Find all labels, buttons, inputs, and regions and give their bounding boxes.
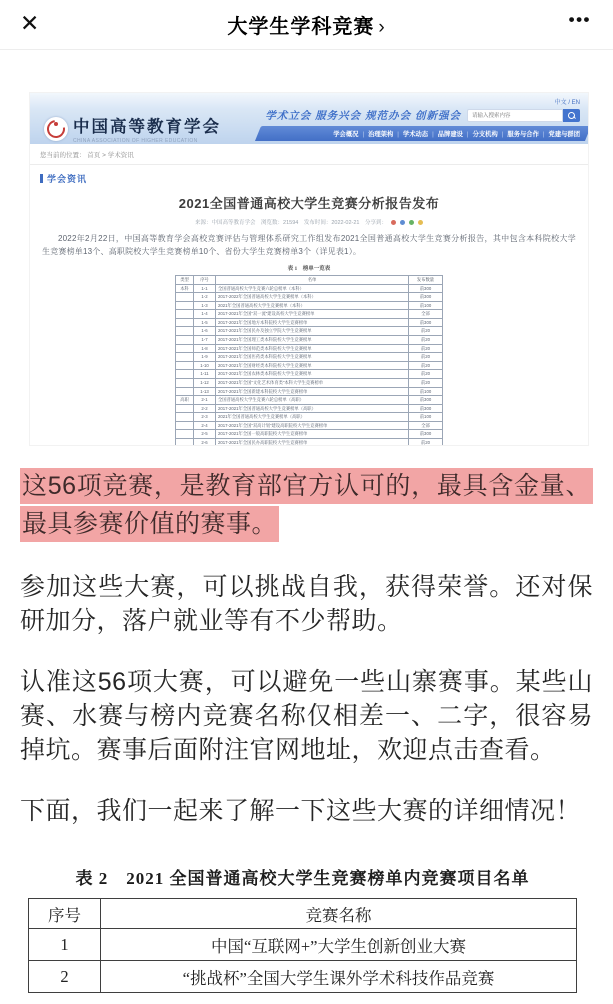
table1-row <box>176 284 443 293</box>
table2-header-name: 竞赛名称 <box>101 899 577 929</box>
table1-cell-name: 2017-2021年全国师范类本科院校大学生竞赛榜单 <box>216 344 409 353</box>
table1-cell-name: 2017-2022年全国普通高校大学生竞赛榜单（本科） <box>216 293 409 302</box>
share-icon-yellow <box>418 220 423 225</box>
table1-row <box>176 387 443 396</box>
table1-cell-seq: 1-10 <box>194 361 216 370</box>
table1-cell-group <box>176 438 194 445</box>
article-body <box>0 467 613 828</box>
share-icon-blue <box>400 220 405 225</box>
meta-text: 来源：中国高等教育学会 浏览数：21594 发布时间：2022-02-21 分享到： <box>195 220 387 226</box>
table1-cell-seq: 1-4 <box>194 310 216 319</box>
table1 <box>175 275 443 445</box>
table2-header-row <box>29 899 577 929</box>
table1-cell-count: 前20 <box>409 344 443 353</box>
section-accent-bar <box>40 174 43 183</box>
table1-row <box>176 293 443 302</box>
table2-row <box>29 929 577 961</box>
table1-cell-group <box>176 318 194 327</box>
table1-row <box>176 344 443 353</box>
table1-header-row <box>176 276 443 285</box>
more-menu-icon[interactable]: ••• <box>568 10 591 29</box>
table1-cell-seq: 2-1 <box>194 396 216 405</box>
table1-cell-seq: 1-1 <box>194 284 216 293</box>
embedded-article-meta <box>30 218 588 226</box>
site-logo <box>44 107 221 144</box>
table1-cell-name: 2017-2021年全国财经类本科院校大学生竞赛榜单 <box>216 361 409 370</box>
table1-cell-seq: 1-13 <box>194 387 216 396</box>
table1-cell-group <box>176 353 194 362</box>
table1-row <box>176 396 443 405</box>
table1-cell-seq: 1-11 <box>194 370 216 379</box>
table1-cell-count: 前20 <box>409 438 443 445</box>
site-nav-item: | 服务与合作 <box>498 129 539 138</box>
page-title[interactable] <box>0 10 613 39</box>
table1-cell-group <box>176 387 194 396</box>
table2 <box>28 898 577 993</box>
site-name-en: CHINA ASSOCIATION OF HIGHER EDUCATION <box>73 138 198 144</box>
table1-cell-group: 高职 <box>176 396 194 405</box>
table1-header-count: 发布数量 <box>409 276 443 285</box>
paragraph: 参加这些大赛，可以挑战自我，获得荣誉。还对保研加分，落户就业等有不少帮助。 <box>20 573 593 635</box>
table1-cell-name: 2017-2021年全国医药类本科院校大学生竞赛榜单 <box>216 353 409 362</box>
table1-row <box>176 430 443 439</box>
table1-cell-name: 2021年全国普通高校大学生竞赛榜单（高职） <box>216 413 409 422</box>
table1-row <box>176 310 443 319</box>
table1-row <box>176 327 443 336</box>
site-nav-item: 学会概况 <box>333 131 359 138</box>
table1-cell-count: 前300 <box>409 284 443 293</box>
chevron-right-icon: › <box>378 17 386 38</box>
site-slogan: 学术立会 服务兴会 规范办会 创新强会 <box>265 110 461 122</box>
table1-header-seq: 序号 <box>194 276 216 285</box>
table2-cell-no: 2 <box>29 961 101 993</box>
table1-cell-seq: 1-2 <box>194 293 216 302</box>
table1-caption: 表 1 榜单一览表 <box>287 266 331 272</box>
site-name-cn: 中国高等教育学会 <box>73 117 221 136</box>
table1-cell-name: 2017-2021年全国“双一流”建设高校大学生竞赛榜单 <box>216 310 409 319</box>
table1-cell-count: 前20 <box>409 336 443 345</box>
table1-cell-seq: 1-5 <box>194 318 216 327</box>
table1-cell-name: 全国普通高校大学生竞赛六轮总榜单（本科） <box>216 284 409 293</box>
table1-row <box>176 413 443 422</box>
table1-cell-group <box>176 344 194 353</box>
highlighted-paragraph <box>20 467 593 543</box>
table1-row <box>176 378 443 387</box>
table1-cell-group <box>176 310 194 319</box>
table1-header-name: 名单 <box>216 276 409 285</box>
site-nav-item: | 治理架构 <box>358 129 393 138</box>
table1-cell-seq: 1-12 <box>194 378 216 387</box>
table1-row <box>176 318 443 327</box>
table1-cell-count: 前300 <box>409 396 443 405</box>
table1-cell-seq: 1-9 <box>194 353 216 362</box>
table1-cell-seq: 1-8 <box>194 344 216 353</box>
table1-cell-count: 前300 <box>409 318 443 327</box>
table1-row <box>176 301 443 310</box>
table1-cell-count: 全部 <box>409 421 443 430</box>
table1-cell-count: 前20 <box>409 327 443 336</box>
table1-cell-seq: 1-6 <box>194 327 216 336</box>
table1-cell-count: 前100 <box>409 387 443 396</box>
table1-cell-seq: 2-4 <box>194 421 216 430</box>
site-nav-item: | 党建与群团 <box>539 129 580 138</box>
site-nav-item: | 学术动态 <box>393 129 428 138</box>
paragraph: 认准这56项大赛，可以避免一些山寨赛事。某些山赛、水赛与榜内竞赛名称仅相差一、二字，很容易掉坑。赛事后面附注官网地址，欢迎点击查看。 <box>20 668 593 764</box>
table1-header-group: 类型 <box>176 276 194 285</box>
table2-caption: 表 2 2021 全国普通高校大学生竞赛榜单内竞赛项目名单 <box>75 869 530 888</box>
table1-cell-group: 本科 <box>176 284 194 293</box>
association-emblem-icon <box>44 117 68 141</box>
breadcrumb: 您当前的位置： 首页 > 学术资讯 <box>30 144 588 165</box>
table1-cell-count: 前20 <box>409 370 443 379</box>
share-icon-red <box>391 220 396 225</box>
table1-cell-count: 前20 <box>409 353 443 362</box>
table1-cell-group <box>176 370 194 379</box>
table1-row <box>176 438 443 445</box>
table1-cell-name: 2017-2021年全国“文化艺术体育类”本科大学生竞赛榜单 <box>216 378 409 387</box>
table2-header-no: 序号 <box>29 899 101 929</box>
table1-cell-count: 全部 <box>409 310 443 319</box>
table1-cell-name: 2017-2021年全国农林类本科院校大学生竞赛榜单 <box>216 370 409 379</box>
table1-cell-group <box>176 421 194 430</box>
table1-cell-group <box>176 413 194 422</box>
table1-row <box>176 361 443 370</box>
table1-cell-group <box>176 404 194 413</box>
table1-cell-count: 前20 <box>409 361 443 370</box>
table1-cell-group <box>176 327 194 336</box>
table1-cell-group <box>176 430 194 439</box>
section-title: 学会资讯 <box>47 174 88 184</box>
table1-cell-group <box>176 293 194 302</box>
highlight-text: 这56项竞赛，是教育部官方认可的，最具含金量、最具参赛价值的赛事。 <box>20 468 593 542</box>
table1-cell-count: 前300 <box>409 430 443 439</box>
site-nav-item: | 分支机构 <box>463 129 498 138</box>
table2-section <box>28 864 577 993</box>
table1-cell-seq: 1-3 <box>194 301 216 310</box>
paragraph: 下面，我们一起来了解一下这些大赛的详细情况！ <box>20 797 582 825</box>
table1-cell-group <box>176 378 194 387</box>
table1-cell-seq: 2-5 <box>194 430 216 439</box>
table1-cell-seq: 1-7 <box>194 336 216 345</box>
table1-row <box>176 353 443 362</box>
table1-cell-count: 前300 <box>409 293 443 302</box>
search-input <box>467 109 563 122</box>
close-icon[interactable]: ✕ <box>20 10 40 36</box>
site-nav <box>333 126 580 141</box>
table1-cell-name: 2017-2021年全国民办及独立学院大学生竞赛榜单 <box>216 327 409 336</box>
table1-cell-seq: 2-2 <box>194 404 216 413</box>
table1-cell-count: 前20 <box>409 378 443 387</box>
table1-cell-seq: 2-3 <box>194 413 216 422</box>
table2-cell-name: 中国“互联网+”大学生创新创业大赛 <box>101 929 577 961</box>
table1-cell-name: 2017-2021年全国普通高校大学生竞赛榜单（高职） <box>216 404 409 413</box>
table1-row <box>176 404 443 413</box>
site-nav-item: | 品牌建设 <box>428 129 463 138</box>
table1-row <box>176 370 443 379</box>
titlebar <box>0 0 613 50</box>
table2-cell-name: “挑战杯”全国大学生课外学术科技作品竞赛 <box>101 961 577 993</box>
table1-row <box>176 421 443 430</box>
table1-cell-name: 2017-2021年全国新建本科院校大学生竞赛榜单 <box>216 387 409 396</box>
search-icon <box>563 109 580 122</box>
table1-cell-group <box>176 301 194 310</box>
table1-cell-group <box>176 361 194 370</box>
language-switch: 中文 / EN <box>554 100 580 106</box>
table1-cell-name: 2017-2021年全国一般高职院校大学生竞赛榜单 <box>216 430 409 439</box>
embedded-article-screenshot[interactable] <box>30 93 588 445</box>
table1-cell-count: 前100 <box>409 413 443 422</box>
table1-cell-count: 前300 <box>409 404 443 413</box>
table1-cell-name: 2017-2021年全国民办高职院校大学生竞赛榜单 <box>216 438 409 445</box>
table1-cell-name: 2017-2021年全国理工类本科院校大学生竞赛榜单 <box>216 336 409 345</box>
table1-cell-group <box>176 336 194 345</box>
table1-row <box>176 336 443 345</box>
embedded-article-title: 2021全国普通高校大学生竞赛分析报告发布 <box>178 196 440 211</box>
site-search <box>467 109 580 122</box>
site-header <box>30 93 588 144</box>
table1-cell-name: 2021年全国普通高校大学生竞赛榜单（本科） <box>216 301 409 310</box>
table1-cell-name: 2017-2021年全国“双高计划”建设高职院校大学生竞赛榜单 <box>216 421 409 430</box>
share-icon-green <box>409 220 414 225</box>
table2-cell-no: 1 <box>29 929 101 961</box>
table1-cell-count: 前100 <box>409 301 443 310</box>
table1-cell-name: 2017-2021年全国地方本科院校大学生竞赛榜单 <box>216 318 409 327</box>
page-title-text: 大学生学科竞赛 <box>227 16 375 38</box>
embedded-article-body: 2022年2月22日，中国高等教育学会高校竞赛评估与管理体系研究工作组发布2021全国普通高校大学生竞赛分析报告，其中包含本科院校大学生竞赛榜单13个、高职院校大学生竞赛榜单10个、省份大学生竞赛榜单3个（详见表1）。 <box>42 234 576 256</box>
table2-row <box>29 961 577 993</box>
table1-cell-name: 全国普通高校大学生竞赛六轮总榜单（高职） <box>216 396 409 405</box>
table1-cell-seq: 2-6 <box>194 438 216 445</box>
